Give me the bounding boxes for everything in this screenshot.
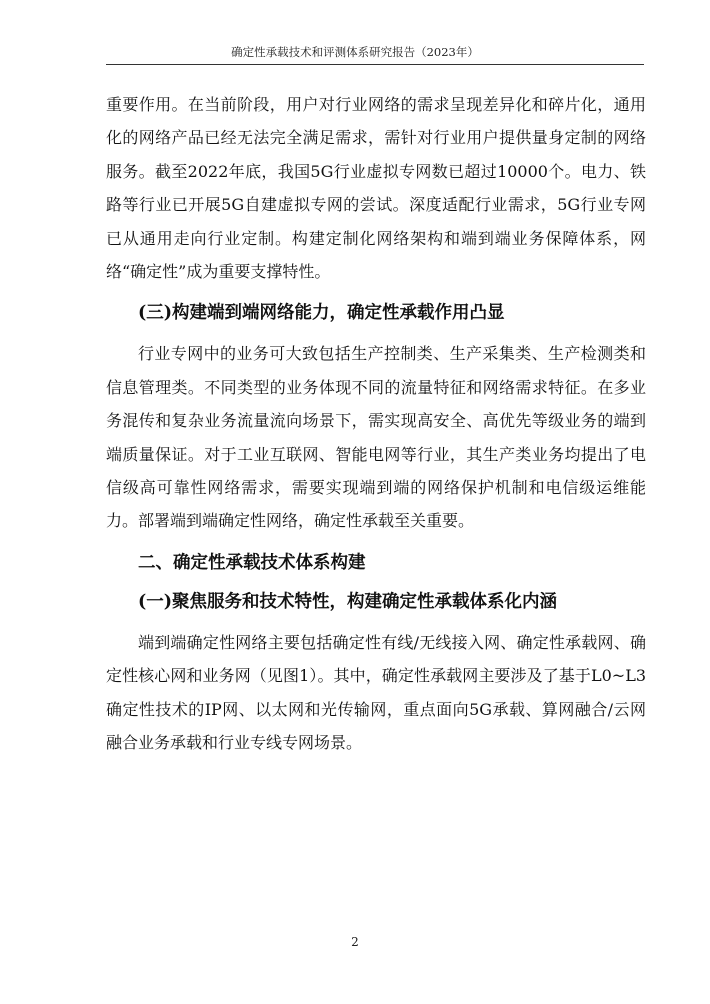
paragraph-industry-services: 行业专网中的业务可大致包括生产控制类、生产采集类、生产检测类和信息管理类。不同类型的业务体现不同的流量特征和网络需求特征。在多业务混传和复杂业务流量流向场景下，需实现高安全、高优先等级业务的端到端质量保证。对于工业互联网、智能电网等行业，其生产类业务均提出了电信级高可靠性网络需求，需要实现端到端的网络保护机制和电信级运维能力。部署端到端确定性网络，确定性承载至关重要。	[106, 344, 646, 531]
section-heading-3: (三)构建端到端网络能力，确定性承载作用凸显	[138, 303, 505, 324]
page-number: 2	[351, 935, 359, 949]
section-heading-1: (一)聚焦服务和技术特性，构建确定性承载体系化内涵	[138, 591, 558, 612]
running-header: 确定性承载技术和评测体系研究报告（2023年）	[231, 45, 479, 59]
paragraph-network-components: 端到端确定性网络主要包括确定性有线/无线接入网、确定性承载网、确定性核心网和业务网（见图1）。其中，确定性承载网主要涉及了基于L0~L3确定性技术的IP网、以太网和光传输网，重点面向5G承载、算网融合/云网融合业务承载和行业专线专网场景。	[106, 632, 646, 753]
page-body	[106, 88, 646, 760]
chapter-heading-2: 二、确定性承载技术体系构建	[138, 552, 366, 573]
paragraph-continued: 重要作用。在当前阶段，用户对行业网络的需求呈现差异化和碎片化，通用化的网络产品已经无法完全满足需求，需针对行业用户提供量身定制的网络服务。截至2022年底，我国5G行业虚拟专网数已超过10000个。电力、铁路等行业已开展5G自建虚拟专网的尝试。深度适配行业需求，5G行业专网已从通用走向行业定制。构建定制化网络架构和端到端业务保障体系，网络“确定性”成为重要支撑特性。	[106, 95, 646, 282]
header-divider	[106, 64, 644, 65]
